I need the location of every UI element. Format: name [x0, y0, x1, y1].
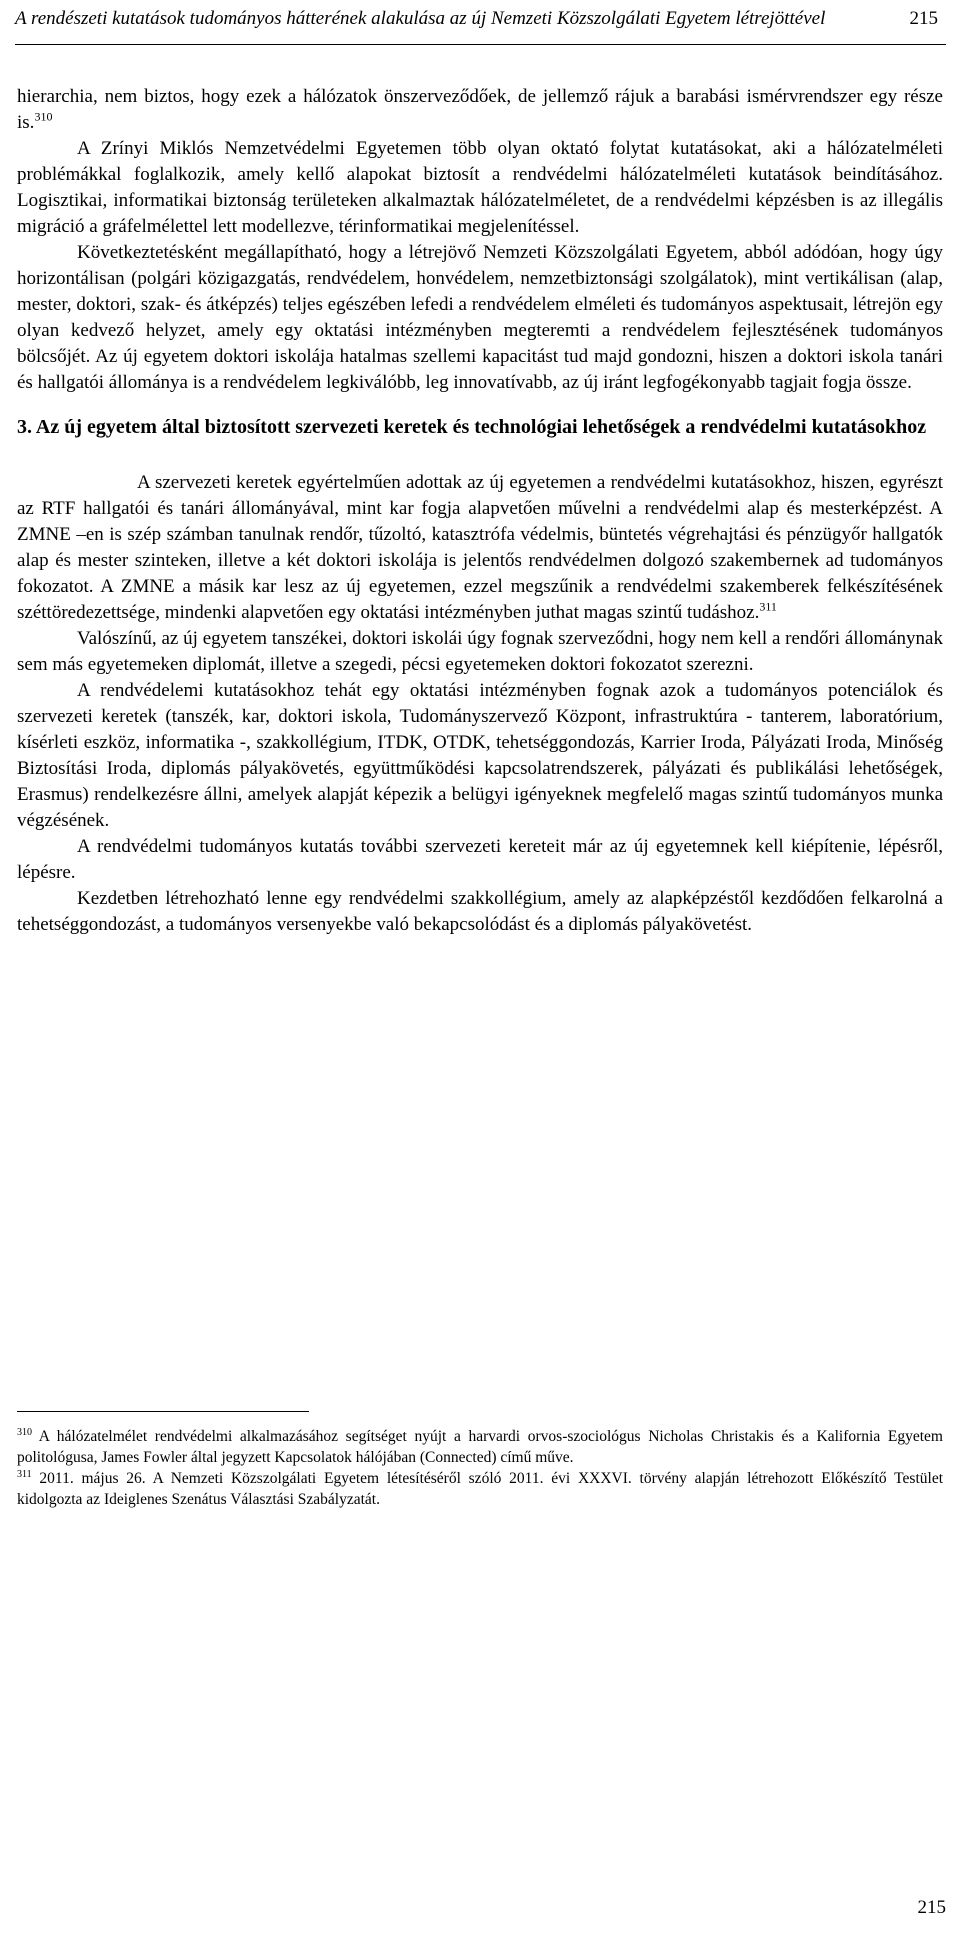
paragraph-7: A rendvédelmi tudományos kutatás további szervezeti kereteit már az új egyetemnek kell kiépítenie, lépésről, lépésre. — [17, 836, 943, 883]
footnote-text: 2011. május 26. A Nemzeti Közszolgálati Egyetem létesítéséről szóló 2011. évi XXXVI. törvény alapján létrehozott Előkészítő Testület kidolgozta az Ideiglenes Szenátus Választási Szabályzatát. — [17, 1470, 944, 1508]
running-header-title: A rendészeti kutatások tudományos hátterének alakulása az új Nemzeti Közszolgálati Egyetem létrejöttével — [15, 8, 826, 29]
paragraph-4-text: A szervezeti keretek egyértelműen adottak az új egyetemen a rendvédelmi kutatásokhoz, hiszen, egyrészt az RTF hallgatói és tanári állományával, mint kar fogja alapvetően művelni a rendvédelmi alap és mesterképzést. A ZMNE –en is szép számban tanulnak rendőr, tűzoltó, katasztrófa védelmis, büntetés végrehajtási és pénzügyőr hallgatók alap és mester szinteken, illetve a két doktori iskolája is jelentős rendvédelmen dolgozó szakembernek ad tudományos fokozatot. A ZMNE a másik kar lesz az új egyetemen, ezzel megszűnik a rendvédelmi szakemberek felkészítésének széttöredezettsége, mindenki alapvetően egy oktatási intézményben juthat magas szintű tudáshoz. — [17, 472, 943, 623]
footnote-ref-310[interactable]: 310 — [34, 109, 53, 124]
footnote-310 — [17, 1426, 943, 1468]
paragraph-8: Kezdetben létrehozható lenne egy rendvédelmi szakkollégium, amely az alapképzéstől kezdődően felkarolná a tehetséggondozást, a tudományos versenyekbe való bekapcsolódást és a diplomás pályakövetést. — [17, 888, 943, 935]
heading-spacer — [17, 440, 943, 470]
footer-page-number: 215 — [917, 1897, 946, 1918]
footnote-divider — [17, 1411, 309, 1412]
paragraph-5: Valószínű, az új egyetem tanszékei, doktori iskolái úgy fognak szerveződni, hogy nem kell a rendőri állománynak sem más egyetemeken diplomát, illetve a szegedi, pécsi egyetemeken doktori fokozatot szerezni. — [17, 628, 943, 675]
paragraph-1-text: hierarchia, nem biztos, hogy ezek a hálózatok önszerveződőek, de jellemző rájuk a barabási ismérvrendszer egy része is. — [17, 86, 943, 133]
paragraph-2: A Zrínyi Miklós Nemzetvédelmi Egyetemen több olyan oktató folytat kutatásokat, aki a hálózatelméleti problémákkal foglalkozik, amely kellő alapokat biztosít a rendvédelmi hálózatelméleti kutatások beindításához. Logisztikai, informatikai biztonság területeken alkalmaztak hálózatelméletet, de a rendvédelmi képzésben is az illegális migráció a gráfelmélettel lett modellezve, térinformatikai megjelenítéssel. — [17, 138, 943, 237]
footnote-ref-311[interactable]: 311 — [759, 599, 777, 614]
footnote-number: 310 — [17, 1426, 32, 1438]
footnote-number: 311 — [17, 1468, 32, 1480]
paragraph-3: Következtetésként megállapítható, hogy a létrejövő Nemzeti Közszolgálati Egyetem, abból adódóan, hogy úgy horizontálisan (polgári közigazgatás, rendvédelem, honvédelem, nemzetbiztonsági szolgálatok), mint vertikálisan (alap, mester, doktori, szak- és átképzés) teljes egészében lefedi a rendvédelem elméleti és tudományos aspektusait, létrejön egy olyan kedvező helyzet, amely egy oktatási intézményben megteremti a rendvédelem fejlesztésének tudományos bölcsőjét. Az új egyetem doktori iskolája hatalmas szellemi kapacitást tud majd gondozni, hiszen a doktori iskola tanári és hallgatói állománya is a rendvédelem legkiválóbb, leg innovatívabb, az új iránt legfogékonyabb tagjait fogja össze. — [17, 242, 943, 393]
footnotes — [17, 1426, 943, 1510]
footnote-311 — [17, 1468, 943, 1510]
body-text — [17, 84, 943, 938]
paragraph-6: A rendvédelemi kutatásokhoz tehát egy oktatási intézményben fognak azok a tudományos potenciálok és szervezeti keretek (tanszék, kar, doktori iskola, Tudományszervező Központ, infrastruktúra - tanterem, laboratórium, kísérleti eszköz, informatika -, szakkollégium, ITDK, OTDK, tehetséggondozás, Karrier Iroda, Pályázati Iroda, Minőség Biztosítási Iroda, diplomás pályakövetés, együttműködési kapcsolatrendszerek, pályázati és publikálási lehetőségek, Erasmus) rendelkezésre állni, amelyek alapját képezik a belügyi igényeknek megfelelő magas szintű tudományos munka végzésének. — [17, 680, 943, 831]
footnote-text: A hálózatelmélet rendvédelmi alkalmazásához segítséget nyújt a harvardi orvos-szociológus Nicholas Christakis és a Kalifornia Egyetem politológusa, James Fowler által jegyzett Kapcsolatok hálójában (Connected) című műve. — [17, 1428, 943, 1466]
paragraph-1 — [17, 84, 943, 136]
running-header — [15, 8, 946, 45]
section-heading: 3. Az új egyetem által biztosított szervezeti keretek és technológiai lehetőségek a rendvédelmi kutatásokhoz — [17, 416, 927, 438]
paragraph-4 — [17, 470, 943, 626]
header-page-number: 215 — [909, 8, 938, 29]
